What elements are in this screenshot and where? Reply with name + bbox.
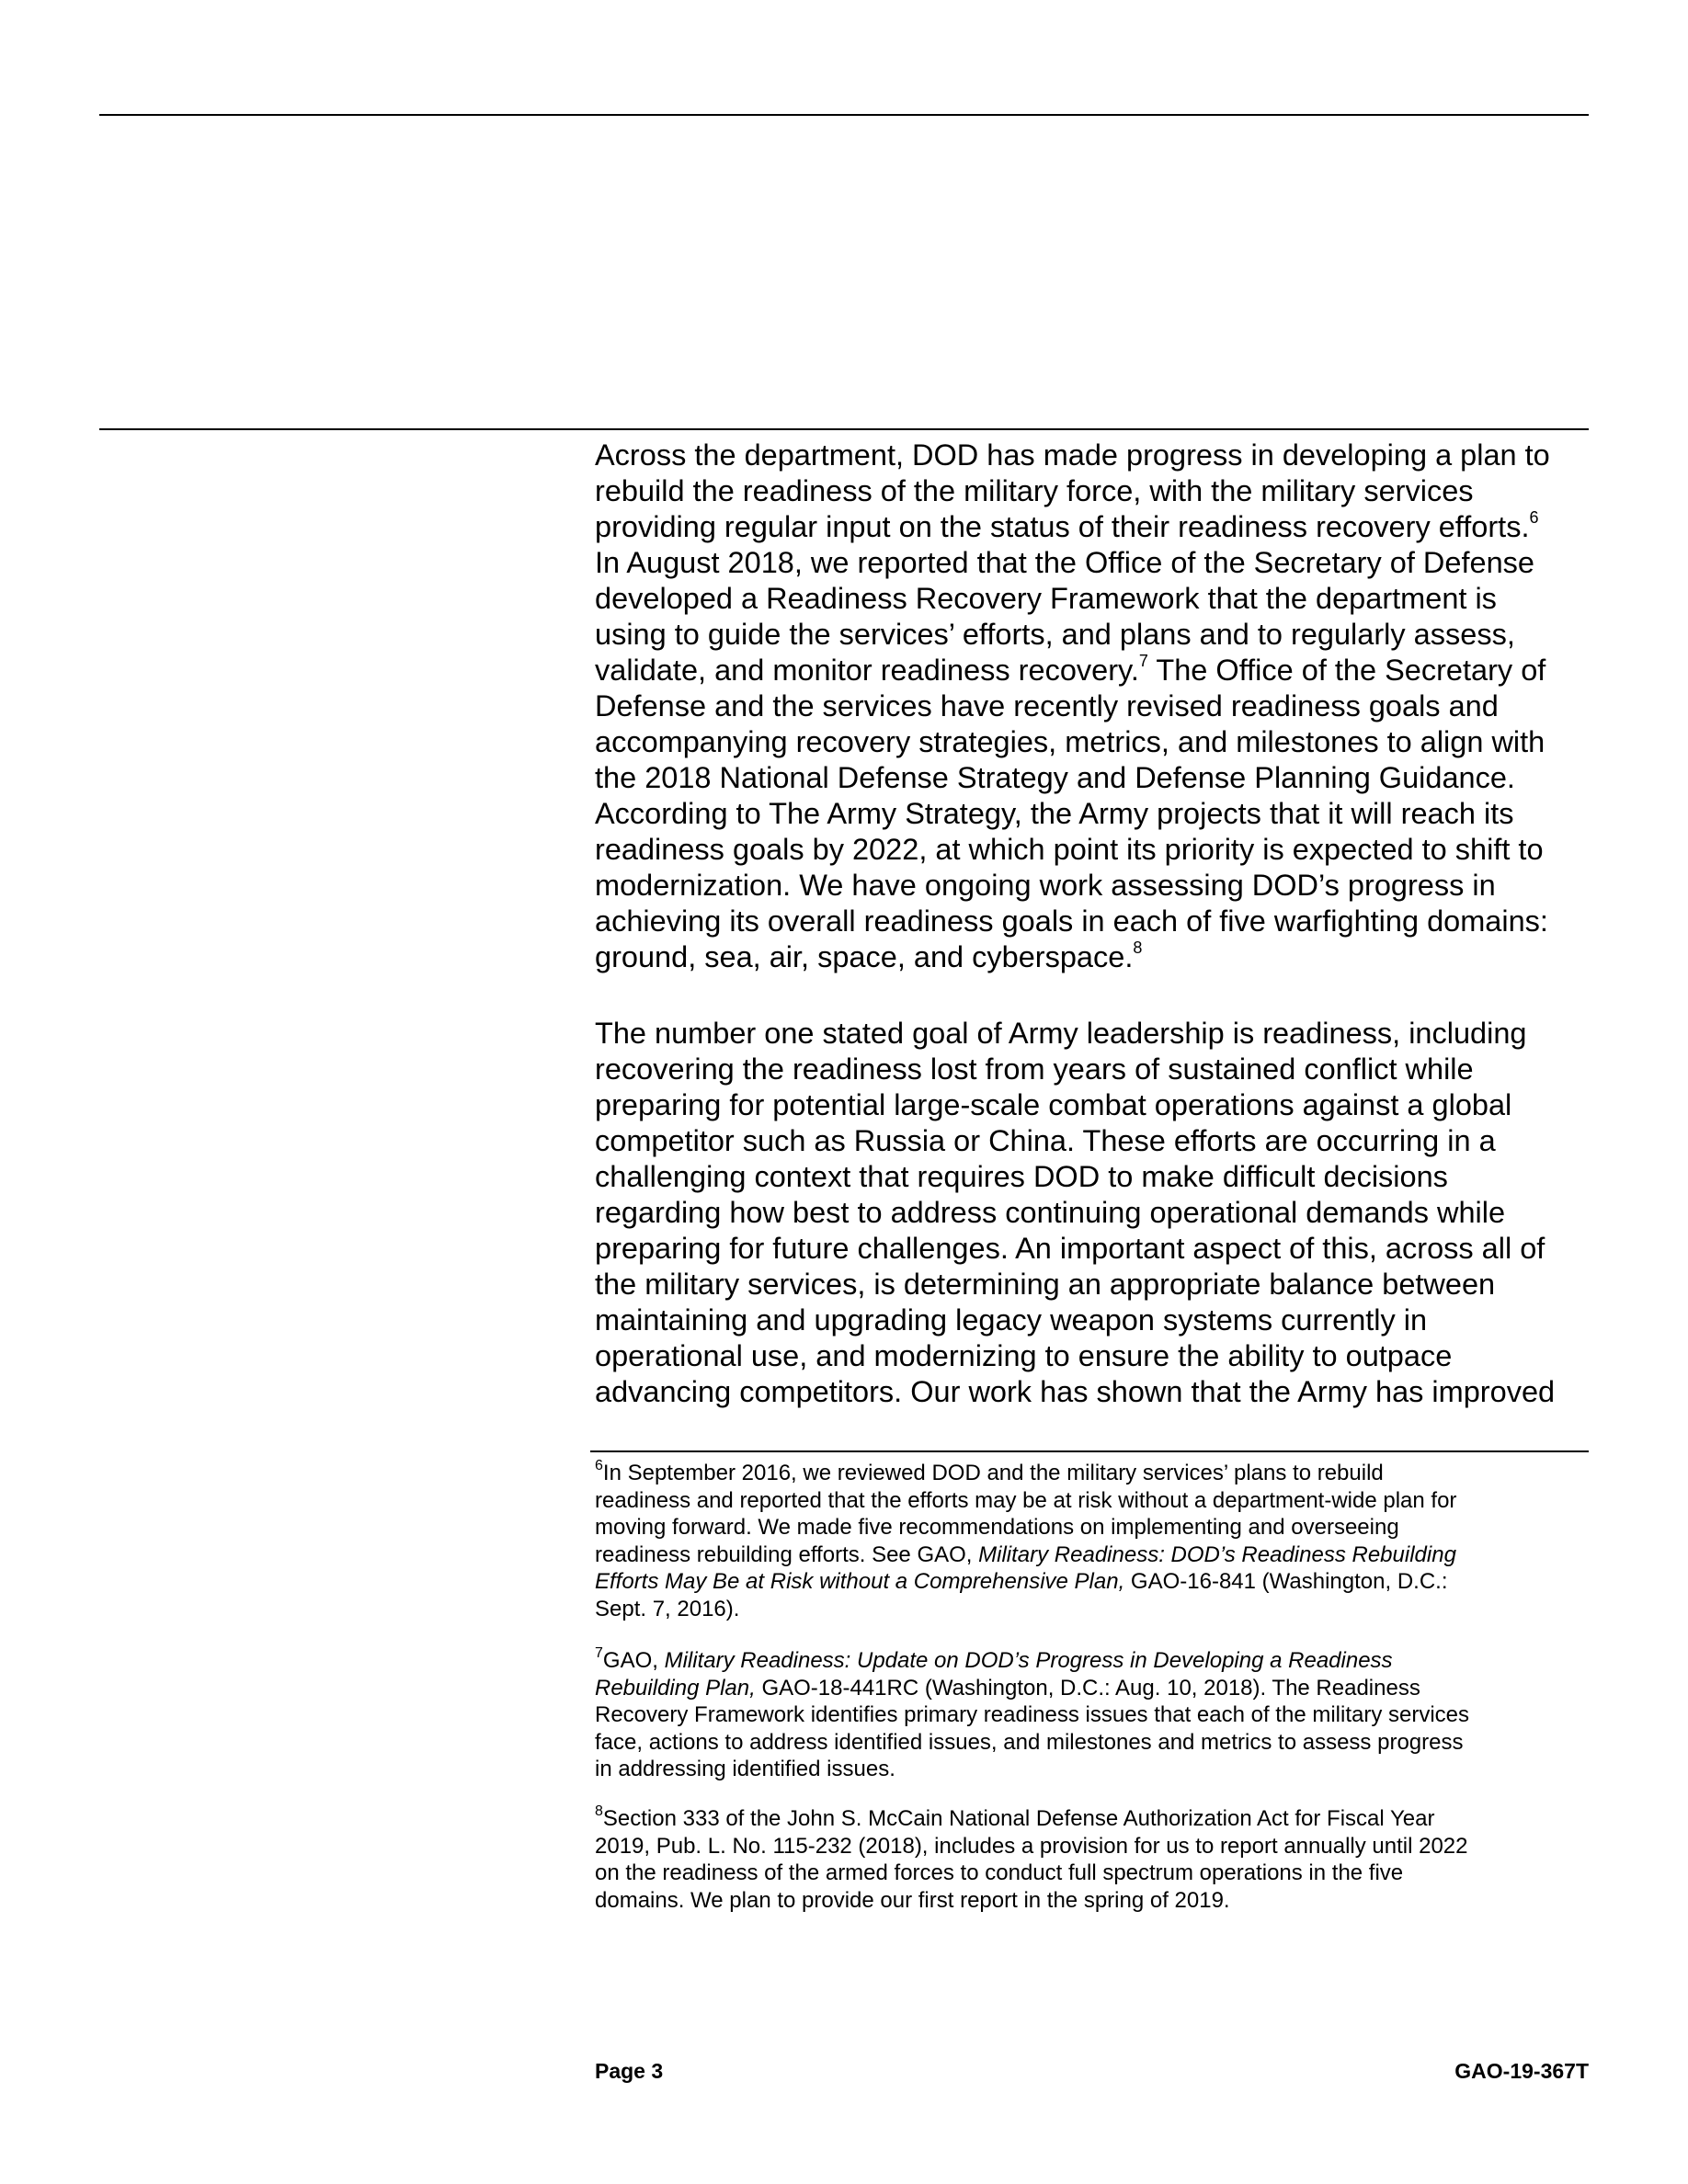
cited-report-title: Military Readiness: DOD’s Readiness Rebuilding [978, 1541, 1456, 1567]
text-line: face, actions to address identified issues, and milestones and metrics to assess progress [595, 1729, 1464, 1755]
text-segment: GAO, [602, 1648, 665, 1673]
header-rule-bottom [99, 428, 1589, 430]
text-line: Across the department, DOD has made progress in developing a plan to [595, 438, 1550, 472]
text-line [595, 939, 1589, 975]
text-line: on the readiness of the armed forces to conduct full spectrum operations in the five [595, 1860, 1404, 1885]
cited-report-title: Efforts May Be at Risk without a Comprehensive Plan, [595, 1569, 1125, 1594]
cited-report-title: Rebuilding Plan, [595, 1675, 756, 1701]
text-line [595, 509, 1589, 545]
text-segment: The Office of the Secretary of [1147, 654, 1546, 687]
text-segment: GAO-16-841 (Washington, D.C.: [1124, 1569, 1448, 1594]
text-line: readiness goals by 2022, at which point its priority is expected to shift to [595, 833, 1544, 866]
footnote-marker: 8 [595, 1803, 603, 1819]
text-segment: validate, and monitor readiness recovery. [595, 654, 1139, 687]
text-line: in addressing identified issues. [595, 1757, 895, 1781]
text-line: regarding how best to address continuing operational demands while [595, 1196, 1506, 1229]
text-segment: Section 333 of the John S. McCain National Defense Authorization Act for Fiscal Year [602, 1806, 1435, 1831]
footnote-7 [595, 1647, 1589, 1783]
text-segment: In September 2016, we reviewed DOD and the military services’ plans to rebuild [602, 1461, 1384, 1485]
footnote-reference-6[interactable]: 6 [1529, 508, 1539, 528]
text-line: accompanying recovery strategies, metrics, and milestones to align with [595, 725, 1545, 758]
text-line: maintaining and upgrading legacy weapon systems currently in [595, 1303, 1428, 1337]
text-line: the military services, is determining an appropriate balance between [595, 1268, 1496, 1301]
text-line: domains. We plan to provide our first report in the spring of 2019. [595, 1887, 1230, 1913]
text-line: Defense and the services have recently revised readiness goals and [595, 689, 1499, 722]
text-line: moving forward. We made five recommendations on implementing and overseeing [595, 1515, 1399, 1540]
text-line: preparing for potential large-scale combat operations against a global [595, 1088, 1512, 1121]
text-line: The number one stated goal of Army leadership is readiness, including [595, 1017, 1527, 1050]
text-segment: readiness rebuilding efforts. See GAO, [595, 1541, 979, 1567]
text-line: rebuild the readiness of the military force, with the military services [595, 474, 1474, 507]
text-line [595, 653, 1589, 688]
footnote-separator [590, 1450, 1589, 1452]
text-line: preparing for future challenges. An important aspect of this, across all of [595, 1232, 1545, 1265]
page-number: Page 3 [595, 2059, 664, 2083]
text-line [595, 1805, 1589, 1833]
text-segment: ground, sea, air, space, and cyberspace. [595, 940, 1134, 973]
text-line: challenging context that requires DOD to make difficult decisions [595, 1160, 1448, 1193]
footnote-8 [595, 1805, 1589, 1914]
text-segment: providing regular input on the status of their readiness recovery efforts. [595, 510, 1530, 543]
footnote-reference-8[interactable]: 8 [1133, 938, 1143, 958]
footnote-marker: 6 [595, 1458, 603, 1473]
text-line: achieving its overall readiness goals in each of five warfighting domains: [595, 904, 1548, 938]
header-rule-top [99, 114, 1589, 116]
text-line [595, 1541, 1589, 1569]
text-line: modernization. We have ongoing work assessing DOD’s progress in [595, 869, 1496, 902]
cited-report-title: Military Readiness: Update on DOD’s Progress in Developing a Readiness [664, 1648, 1393, 1673]
footnote-marker: 7 [595, 1645, 603, 1661]
text-line: the 2018 National Defense Strategy and Defense Planning Guidance. [595, 761, 1515, 794]
body-paragraph-2 [595, 1016, 1589, 1410]
text-line: readiness and reported that the efforts may be at risk without a department-wide plan for [595, 1487, 1457, 1513]
text-line: Recovery Framework identifies primary readiness issues that each of the military services [595, 1702, 1470, 1727]
text-line [595, 1460, 1589, 1487]
report-number: GAO-19-367T [1454, 2059, 1589, 2083]
text-line: operational use, and modernizing to ensure the ability to outpace [595, 1339, 1453, 1372]
text-line: recovering the readiness lost from years of sustained conflict while [595, 1052, 1474, 1086]
text-line: Sept. 7, 2016). [595, 1596, 740, 1621]
text-line: advancing competitors. Our work has shown that the Army has improved [595, 1375, 1556, 1408]
text-line [595, 1647, 1589, 1675]
text-line [595, 1568, 1589, 1596]
text-line: using to guide the services’ efforts, and plans and to regularly assess, [595, 618, 1515, 651]
footnote-reference-7[interactable]: 7 [1138, 652, 1148, 671]
footnote-6 [595, 1460, 1589, 1622]
text-segment: GAO-18-441RC (Washington, D.C.: Aug. 10, 2018). The Readiness [755, 1675, 1420, 1701]
text-line: developed a Readiness Recovery Framework that the department is [595, 582, 1497, 615]
text-line: 2019, Pub. L. No. 115-232 (2018), includes a provision for us to report annually until 2022 [595, 1833, 1468, 1859]
text-line [595, 1675, 1589, 1702]
body-paragraph-1 [595, 438, 1589, 975]
text-line: In August 2018, we reported that the Office of the Secretary of Defense [595, 546, 1534, 579]
text-line: According to The Army Strategy, the Army projects that it will reach its [595, 797, 1514, 830]
text-line: competitor such as Russia or China. These efforts are occurring in a [595, 1124, 1496, 1157]
